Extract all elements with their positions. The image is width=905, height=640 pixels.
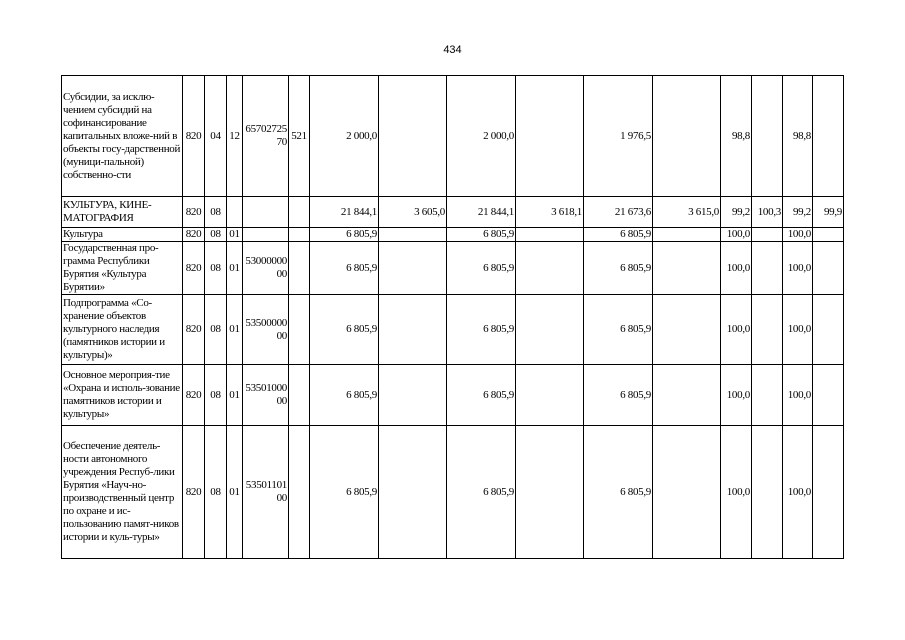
cell-pct-plan-subvention bbox=[752, 295, 783, 365]
cell-plan-total: 6 805,9 bbox=[310, 295, 379, 365]
cell-pct-refined-subvention bbox=[813, 426, 844, 559]
table-row bbox=[62, 242, 844, 295]
cell-subsection: 01 bbox=[227, 426, 243, 559]
cell-plan-subvention bbox=[379, 228, 447, 242]
row-name: Культура bbox=[62, 228, 183, 242]
cell-plan-subvention bbox=[379, 242, 447, 295]
cell-executed-total: 6 805,9 bbox=[584, 365, 653, 426]
cell-section: 08 bbox=[205, 365, 227, 426]
cell-section: 08 bbox=[205, 242, 227, 295]
cell-ministry: 820 bbox=[183, 228, 205, 242]
cell-subsection: 01 bbox=[227, 228, 243, 242]
table-row bbox=[62, 228, 844, 242]
cell-refined-total: 6 805,9 bbox=[447, 295, 516, 365]
table-row bbox=[62, 295, 844, 365]
cell-pct-refined-subvention bbox=[813, 295, 844, 365]
cell-refined-subvention: 3 618,1 bbox=[516, 197, 584, 228]
cell-executed-total: 6 805,9 bbox=[584, 228, 653, 242]
cell-pct-plan-total: 99,2 bbox=[721, 197, 752, 228]
cell-pct-plan-subvention bbox=[752, 228, 783, 242]
cell-subsection: 01 bbox=[227, 242, 243, 295]
table-row bbox=[62, 426, 844, 559]
cell-executed-total: 21 673,6 bbox=[584, 197, 653, 228]
cell-pct-refined-total: 98,8 bbox=[783, 76, 813, 197]
cell-plan-subvention: 3 605,0 bbox=[379, 197, 447, 228]
cell-plan-subvention bbox=[379, 426, 447, 559]
row-name: Субсидии, за исклю-чением субсидий на софинансирование капитальных вложе-ний в объекты госу-дарственной (муници-пальной) собственно-сти bbox=[62, 76, 183, 197]
cell-pct-refined-total: 100,0 bbox=[783, 228, 813, 242]
cell-subsection: 12 bbox=[227, 76, 243, 197]
cell-ministry: 820 bbox=[183, 295, 205, 365]
row-name: Государственная про-грамма Республики Бурятия «Культура Бурятии» bbox=[62, 242, 183, 295]
cell-expense-type: 521 bbox=[289, 76, 310, 197]
cell-pct-refined-total: 100,0 bbox=[783, 365, 813, 426]
cell-ministry: 820 bbox=[183, 197, 205, 228]
cell-executed-subvention bbox=[653, 295, 721, 365]
cell-pct-refined-subvention bbox=[813, 365, 844, 426]
cell-pct-plan-total: 100,0 bbox=[721, 365, 752, 426]
cell-expense-type bbox=[289, 228, 310, 242]
cell-section: 08 bbox=[205, 197, 227, 228]
cell-section: 08 bbox=[205, 228, 227, 242]
cell-expense-type bbox=[289, 242, 310, 295]
cell-refined-subvention bbox=[516, 365, 584, 426]
cell-refined-total: 21 844,1 bbox=[447, 197, 516, 228]
cell-pct-refined-subvention: 99,9 bbox=[813, 197, 844, 228]
cell-pct-plan-total: 100,0 bbox=[721, 426, 752, 559]
cell-ministry: 820 bbox=[183, 365, 205, 426]
cell-refined-total: 6 805,9 bbox=[447, 228, 516, 242]
cell-expense-type bbox=[289, 365, 310, 426]
cell-refined-subvention bbox=[516, 76, 584, 197]
cell-ministry: 820 bbox=[183, 242, 205, 295]
page-number: 434 bbox=[443, 44, 462, 56]
cell-plan-total: 2 000,0 bbox=[310, 76, 379, 197]
cell-section: 04 bbox=[205, 76, 227, 197]
cell-refined-subvention bbox=[516, 228, 584, 242]
cell-executed-total: 6 805,9 bbox=[584, 242, 653, 295]
cell-pct-refined-subvention bbox=[813, 242, 844, 295]
cell-target: 5350100000 bbox=[243, 365, 289, 426]
cell-pct-plan-total: 98,8 bbox=[721, 76, 752, 197]
cell-subsection: 01 bbox=[227, 295, 243, 365]
cell-plan-subvention bbox=[379, 295, 447, 365]
cell-plan-total: 6 805,9 bbox=[310, 426, 379, 559]
cell-target: 5350000000 bbox=[243, 295, 289, 365]
cell-plan-total: 6 805,9 bbox=[310, 228, 379, 242]
cell-expense-type bbox=[289, 426, 310, 559]
cell-subsection: 01 bbox=[227, 365, 243, 426]
cell-plan-total: 6 805,9 bbox=[310, 365, 379, 426]
cell-executed-total: 6 805,9 bbox=[584, 426, 653, 559]
cell-pct-refined-total: 100,0 bbox=[783, 295, 813, 365]
cell-refined-total: 6 805,9 bbox=[447, 365, 516, 426]
row-name: Основное мероприя-тие «Охрана и исполь-зование памятников истории и культуры» bbox=[62, 365, 183, 426]
cell-target: 6570272570 bbox=[243, 76, 289, 197]
row-name: Подпрограмма «Со-хранение объектов культурного наследия (памятников истории и культуры)» bbox=[62, 295, 183, 365]
cell-refined-total: 6 805,9 bbox=[447, 426, 516, 559]
cell-executed-subvention bbox=[653, 242, 721, 295]
cell-pct-plan-total: 100,0 bbox=[721, 295, 752, 365]
cell-pct-plan-total: 100,0 bbox=[721, 242, 752, 295]
cell-pct-plan-total: 100,0 bbox=[721, 228, 752, 242]
cell-pct-refined-total: 99,2 bbox=[783, 197, 813, 228]
cell-pct-refined-total: 100,0 bbox=[783, 242, 813, 295]
cell-executed-subvention: 3 615,0 bbox=[653, 197, 721, 228]
cell-executed-subvention bbox=[653, 228, 721, 242]
cell-pct-refined-total: 100,0 bbox=[783, 426, 813, 559]
cell-target bbox=[243, 228, 289, 242]
cell-target bbox=[243, 197, 289, 228]
cell-section: 08 bbox=[205, 426, 227, 559]
cell-refined-subvention bbox=[516, 426, 584, 559]
cell-expense-type bbox=[289, 197, 310, 228]
cell-pct-plan-subvention: 100,3 bbox=[752, 197, 783, 228]
cell-ministry: 820 bbox=[183, 76, 205, 197]
table-row bbox=[62, 365, 844, 426]
cell-pct-plan-subvention bbox=[752, 76, 783, 197]
cell-pct-refined-subvention bbox=[813, 228, 844, 242]
cell-executed-total: 1 976,5 bbox=[584, 76, 653, 197]
table-row bbox=[62, 197, 844, 228]
cell-refined-subvention bbox=[516, 295, 584, 365]
cell-plan-total: 6 805,9 bbox=[310, 242, 379, 295]
cell-section: 08 bbox=[205, 295, 227, 365]
cell-target: 5300000000 bbox=[243, 242, 289, 295]
row-name: Обеспечение деятель-ности автономного учреждения Респуб-лики Бурятия «Науч-но-производственный центр по охране и ис-пользованию памят-ников истории и куль-туры» bbox=[62, 426, 183, 559]
cell-subsection bbox=[227, 197, 243, 228]
cell-refined-total: 2 000,0 bbox=[447, 76, 516, 197]
cell-pct-plan-subvention bbox=[752, 242, 783, 295]
table-row bbox=[62, 76, 844, 197]
cell-plan-subvention bbox=[379, 365, 447, 426]
cell-target: 5350110100 bbox=[243, 426, 289, 559]
cell-ministry: 820 bbox=[183, 426, 205, 559]
row-name: КУЛЬТУРА, КИНЕ-МАТОГРАФИЯ bbox=[62, 197, 183, 228]
cell-refined-total: 6 805,9 bbox=[447, 242, 516, 295]
cell-executed-subvention bbox=[653, 426, 721, 559]
cell-pct-plan-subvention bbox=[752, 426, 783, 559]
cell-pct-refined-subvention bbox=[813, 76, 844, 197]
cell-plan-subvention bbox=[379, 76, 447, 197]
cell-refined-subvention bbox=[516, 242, 584, 295]
cell-executed-subvention bbox=[653, 76, 721, 197]
cell-expense-type bbox=[289, 295, 310, 365]
budget-table bbox=[61, 75, 844, 559]
cell-pct-plan-subvention bbox=[752, 365, 783, 426]
cell-executed-subvention bbox=[653, 365, 721, 426]
cell-plan-total: 21 844,1 bbox=[310, 197, 379, 228]
cell-executed-total: 6 805,9 bbox=[584, 295, 653, 365]
